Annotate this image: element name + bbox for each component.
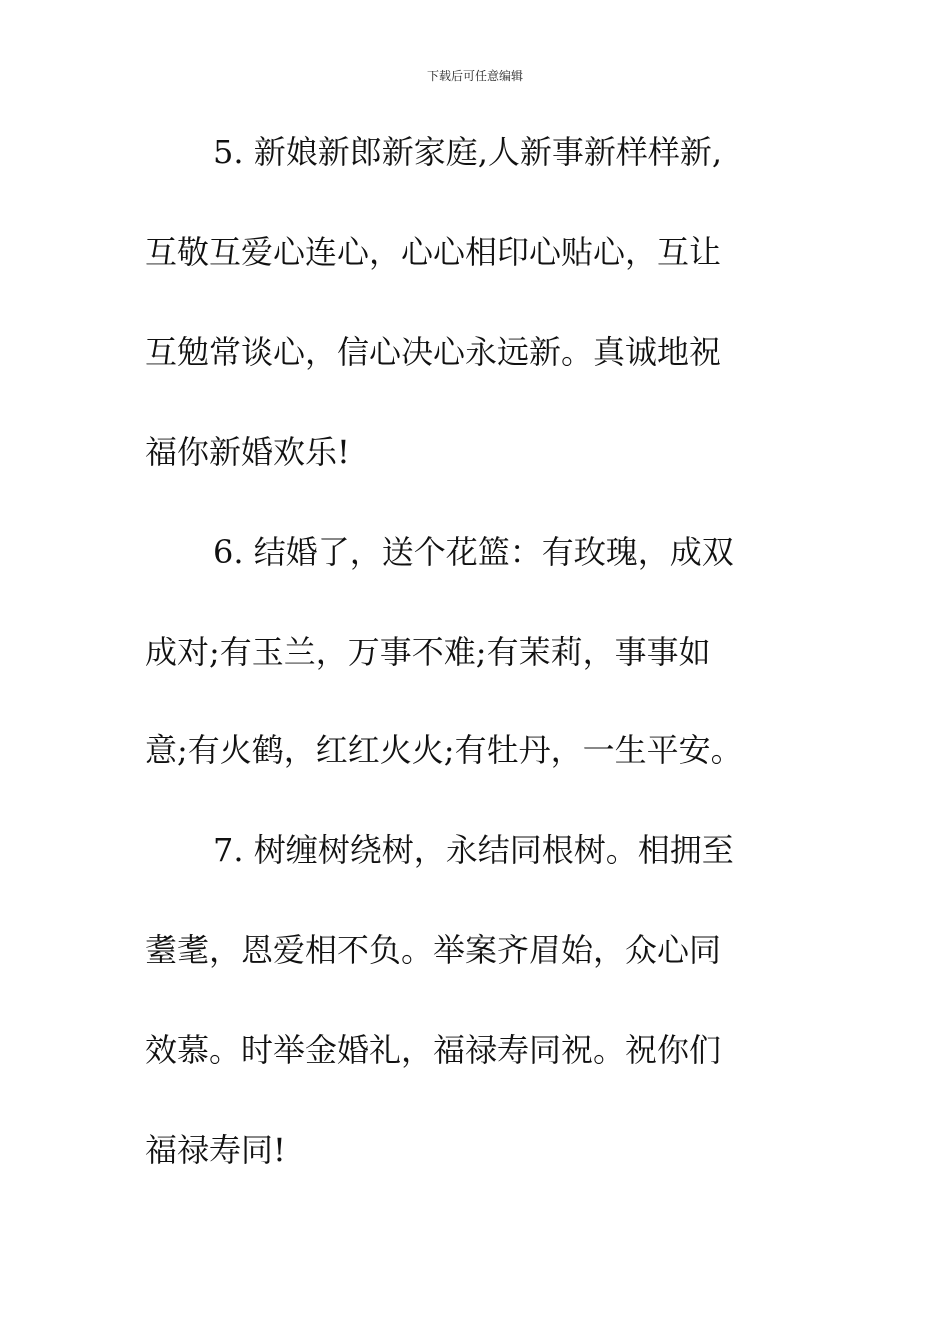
paragraph-6-line-1: 6. 结婚了，送个花篮：有玫瑰，成双 <box>213 533 734 571</box>
paragraph-7-line-2: 耋耄，恩爱相不负。举案齐眉始，众心同 <box>145 931 722 969</box>
paragraph-5-line-1: 5. 新娘新郎新家庭,人新事新样样新, <box>213 133 723 171</box>
paragraph-5-line-4: 福你新婚欢乐! <box>145 433 350 471</box>
paragraph-7-line-4: 福禄寿同! <box>145 1131 286 1169</box>
paragraph-6-line-2: 成对;有玉兰，万事不难;有茉莉，事事如 <box>145 633 711 671</box>
paragraph-7-line-1: 7. 树缠树绕树，永结同根树。相拥至 <box>213 831 734 869</box>
page-header: 下载后可任意编辑 <box>426 69 523 83</box>
paragraph-5-line-2: 互敬互爱心连心，心心相印心贴心，互让 <box>145 233 722 271</box>
paragraph-7-line-3: 效慕。时举金婚礼，福禄寿同祝。祝你们 <box>145 1031 722 1069</box>
paragraph-6-line-3: 意;有火鹤，红红火火;有牡丹，一生平安。 <box>145 731 743 769</box>
paragraph-5-line-3: 互勉常谈心，信心决心永远新。真诚地祝 <box>145 333 722 371</box>
